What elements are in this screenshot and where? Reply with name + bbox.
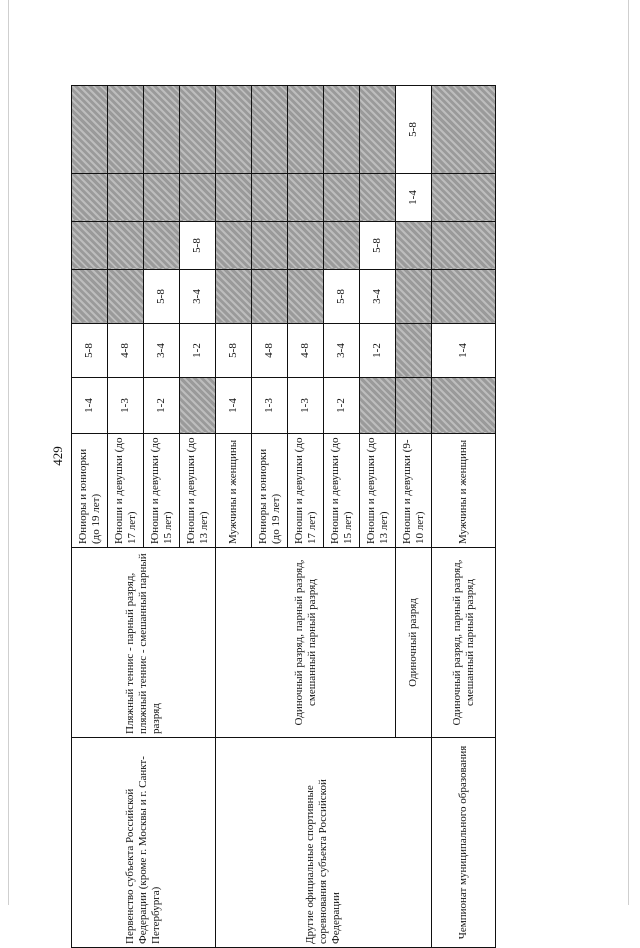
rank-cell bbox=[251, 221, 287, 269]
rank-cell bbox=[251, 269, 287, 323]
competition-cell: Чемпионат муниципального образования bbox=[431, 737, 495, 947]
group-cell: Юноши и девушки (до 13 лет) bbox=[179, 433, 215, 547]
rank-cell: 1-2 bbox=[359, 323, 395, 377]
rank-cell bbox=[431, 221, 495, 269]
rank-cell bbox=[143, 173, 179, 221]
rank-cell bbox=[71, 269, 107, 323]
rank-cell: 1-3 bbox=[287, 377, 323, 433]
rank-cell bbox=[107, 173, 143, 221]
rank-cell bbox=[215, 173, 251, 221]
rank-cell: 4-8 bbox=[287, 323, 323, 377]
rank-cell bbox=[107, 85, 143, 173]
rank-cell bbox=[71, 85, 107, 173]
rank-cell: 5-8 bbox=[179, 221, 215, 269]
table-row bbox=[215, 85, 251, 947]
group-cell: Юноши и девушки (до 13 лет) bbox=[359, 433, 395, 547]
rank-cell: 3-4 bbox=[359, 269, 395, 323]
rank-cell bbox=[179, 377, 215, 433]
discipline-cell: Одиночный разряд bbox=[395, 547, 431, 737]
rank-cell bbox=[143, 221, 179, 269]
rank-cell: 1-3 bbox=[251, 377, 287, 433]
group-cell: Юноши и девушки (до 17 лет) bbox=[287, 433, 323, 547]
competition-cell: Другие официальные спортивные соревнования субъекта Российской Федерации bbox=[215, 737, 431, 947]
rank-cell bbox=[287, 221, 323, 269]
rank-cell: 5-8 bbox=[143, 269, 179, 323]
rank-cell: 1-4 bbox=[215, 377, 251, 433]
rank-cell bbox=[251, 85, 287, 173]
rank-cell bbox=[251, 173, 287, 221]
rank-cell: 4-8 bbox=[107, 323, 143, 377]
rank-cell: 4-8 bbox=[251, 323, 287, 377]
rank-cell bbox=[395, 221, 431, 269]
rank-cell bbox=[179, 85, 215, 173]
group-cell: Юниоры и юниорки (до 19 лет) bbox=[251, 433, 287, 547]
rank-cell: 3-4 bbox=[323, 323, 359, 377]
rank-cell bbox=[395, 377, 431, 433]
rank-cell bbox=[71, 221, 107, 269]
rank-cell bbox=[431, 85, 495, 173]
rank-cell bbox=[323, 221, 359, 269]
table-row bbox=[431, 85, 495, 947]
rank-cell bbox=[215, 269, 251, 323]
rank-cell: 5-8 bbox=[215, 323, 251, 377]
rank-cell: 1-3 bbox=[107, 377, 143, 433]
discipline-cell: Одиночный разряд, парный разряд, смешанный парный разряд bbox=[431, 547, 495, 737]
rank-cell: 1-2 bbox=[143, 377, 179, 433]
rank-cell bbox=[287, 173, 323, 221]
rank-cell bbox=[143, 85, 179, 173]
rank-cell: 1-2 bbox=[179, 323, 215, 377]
rank-cell bbox=[215, 221, 251, 269]
rank-cell bbox=[395, 269, 431, 323]
rank-cell: 3-4 bbox=[179, 269, 215, 323]
rank-cell bbox=[107, 221, 143, 269]
rank-cell bbox=[431, 173, 495, 221]
group-cell: Мужчины и женщины bbox=[431, 433, 495, 547]
group-cell: Юноши и девушки (до 15 лет) bbox=[323, 433, 359, 547]
rank-cell bbox=[287, 269, 323, 323]
rank-cell bbox=[431, 377, 495, 433]
sports-rank-table bbox=[71, 85, 496, 948]
rank-cell: 1-4 bbox=[431, 323, 495, 377]
rank-cell bbox=[359, 85, 395, 173]
competition-cell: Первенство субъекта Российской Федерации (кроме г. Москвы и г. Санкт-Петербурга) bbox=[71, 737, 215, 947]
group-cell: Юниоры и юниорки (до 19 лет) bbox=[71, 433, 107, 547]
rank-cell: 1-4 bbox=[395, 173, 431, 221]
discipline-cell: Пляжный теннис - парный разряд, пляжный теннис - смешанный парный разряд bbox=[71, 547, 215, 737]
rotated-table-wrapper bbox=[71, 86, 495, 948]
rank-cell bbox=[215, 85, 251, 173]
rank-cell: 5-8 bbox=[71, 323, 107, 377]
rank-cell bbox=[287, 85, 323, 173]
rank-cell bbox=[179, 173, 215, 221]
rank-cell: 1-4 bbox=[71, 377, 107, 433]
rank-cell: 5-8 bbox=[323, 269, 359, 323]
rank-cell: 3-4 bbox=[143, 323, 179, 377]
group-cell: Юноши и девушки (9-10 лет) bbox=[395, 433, 431, 547]
rank-cell bbox=[323, 173, 359, 221]
rank-cell bbox=[395, 323, 431, 377]
discipline-cell: Одиночный разряд, парный разряд, смешанный парный разряд bbox=[215, 547, 395, 737]
rank-cell bbox=[323, 85, 359, 173]
group-cell: Юноши и девушки (до 17 лет) bbox=[107, 433, 143, 547]
rank-cell bbox=[431, 269, 495, 323]
scan-edge-left bbox=[8, 0, 9, 905]
rank-cell bbox=[359, 377, 395, 433]
rank-cell: 5-8 bbox=[395, 85, 431, 173]
group-cell: Мужчины и женщины bbox=[215, 433, 251, 547]
rank-cell bbox=[107, 269, 143, 323]
scan-edge-right bbox=[628, 0, 629, 905]
rank-cell bbox=[359, 173, 395, 221]
rank-cell: 1-2 bbox=[323, 377, 359, 433]
group-cell: Юноши и девушки (до 15 лет) bbox=[143, 433, 179, 547]
page-number: 429 bbox=[50, 446, 65, 466]
rank-cell: 5-8 bbox=[359, 221, 395, 269]
table-row bbox=[71, 85, 107, 947]
rank-cell bbox=[71, 173, 107, 221]
